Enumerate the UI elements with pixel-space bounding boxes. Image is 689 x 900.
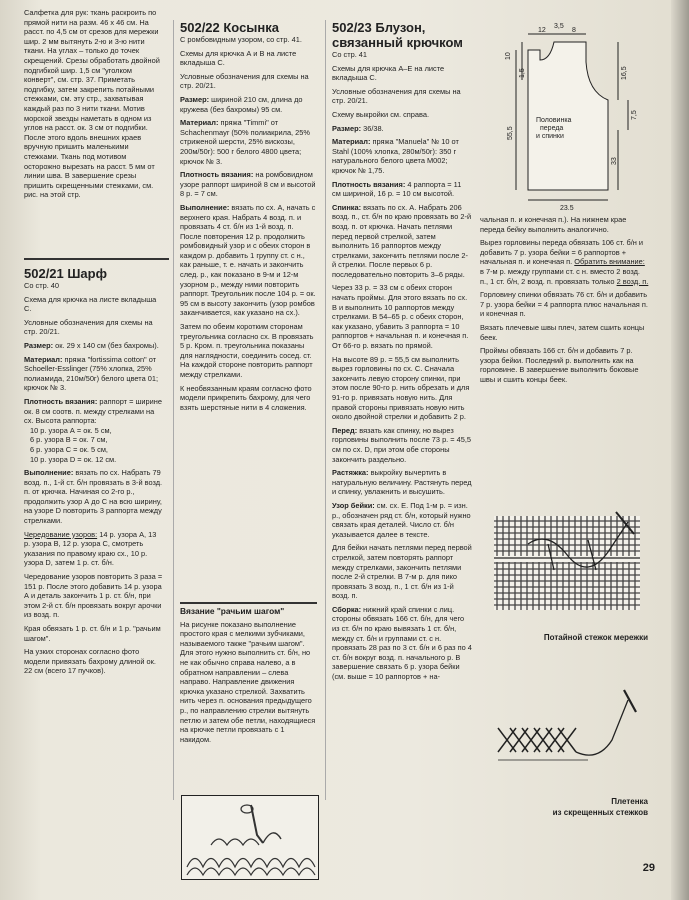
page-number: 29 <box>642 862 655 874</box>
size-label: Размер: <box>24 340 54 350</box>
c4-p2-underlined: 2 возд. п. <box>616 276 649 286</box>
work-text: вязать по сх. Набрать 79 возд. п., 1-й ст. б/н провязать в 3-й возд. п. от крючка. Начиная со 2-го р., продолжить узор А до С на всю ширину, на узоре D повторить 3 раппорта между стрелками. <box>24 468 163 526</box>
dim-neck-depth: 10 <box>505 52 512 60</box>
blind-stitch-figure <box>488 500 648 630</box>
shawl-work-2: Затем по обеим коротким сторонам треугольника согласно сх. В провязать 5 р. Кром. п. треугольника показаны для наглядности, соединить сосед. ст. На каждой стороне повторить раппорт между стрелками. <box>180 322 314 379</box>
crab-stitch-figure <box>181 795 319 880</box>
blouse-back <box>332 203 472 280</box>
back-text: вязать по сх. А. Набрать 206 возд. п., ст. б/н по краю провязать во 2-й возд. п. от крючка. Начать петлями перед первой стрелкой, затем выполнить 16 раппортов между стрелками, закончить петлями после 2-й стрелки. После первых 6 р. последовательно повторить 3–6 ряды. <box>332 202 472 279</box>
dim-total-height: 55,5 <box>507 126 514 140</box>
material-label: Материал: <box>180 118 219 128</box>
blouse-stretch <box>332 468 472 497</box>
work-label: Выполнение: <box>180 202 230 212</box>
diagram-label-2: переда <box>540 125 564 132</box>
height-b: 6 р. узора В = ок. 7 см, <box>30 435 108 445</box>
size-text: ок. 29 x 140 см (без бахромы). <box>55 340 159 350</box>
column-divider <box>173 20 174 800</box>
blouse-trim <box>332 501 472 539</box>
blouse-title: 502/23 Блузон, связанный крючком <box>332 20 463 50</box>
crab-stitch-text: На рисунке показано выполнение простого края с мелкими зубчиками, называемого также "рачьим шагом". Для этого нужно выполнить ст. б/н, но не как обычно справа налево, а в обратном направлении – слева направо. Направление движения крючка указано стрелкой. Захватить нить через п. основания предыдущего р., по направлению стрелки вытянуть петлю и затем обе петли, находящиеся на крючке петли провязать с 1 накидом. <box>180 619 316 744</box>
scarf-title: 502/21 Шарф <box>24 266 107 281</box>
shawl-title: 502/22 Косынка <box>180 20 279 35</box>
scarf-alternation <box>24 530 164 568</box>
alt-label: Чередование узоров: <box>24 529 98 539</box>
size-label: Размер: <box>180 94 210 104</box>
front-text: вязать как спинку, но вырез горловины выполнить после 73 р. = 45,5 см по сх. D, при этом обе стороны закончить раздельно. <box>332 425 472 464</box>
pattern-diagram <box>488 20 648 210</box>
scarf-edge: Края обвязать 1 р. ст. б/н и 1 р. "рачьим шагом". <box>24 624 161 643</box>
height-a: 10 р. узора А = ок. 5 см, <box>30 425 112 435</box>
dim-neck-width: 3,5 <box>554 23 564 30</box>
dim-neck-back: 1,5 <box>519 68 526 78</box>
shawl-size <box>180 95 317 114</box>
cross-stitch-caption-1: Плетенка <box>611 797 648 806</box>
size-label: Размер: <box>332 123 362 133</box>
blouse-size <box>332 124 472 134</box>
blind-stitch-caption: Потайной стежок мережки <box>543 633 648 642</box>
density-text: 4 раппорта = 11 см шириной, 16 р. = 10 см высотой. <box>332 179 462 199</box>
column-divider <box>325 20 326 800</box>
shawl-work <box>180 203 317 318</box>
material-text: пряжа "fortissima cotton" от Schoeller-Esslinger (75% хлопка, 25% полиамида, 210м/50г) белого цвета 01; крючок № 3. <box>24 354 159 393</box>
stretch-label: Растяжка: <box>332 468 369 478</box>
material-label: Материал: <box>24 354 63 364</box>
shawl-density <box>180 170 317 199</box>
cross-stitch-caption-2: из скрещенных стежков <box>552 808 648 817</box>
density-label: Плотность вязания: <box>180 170 254 180</box>
blouse-density <box>332 180 472 199</box>
blouse-scheme: Схемы для крючка А–Е на листе вкладыша С. <box>332 63 445 83</box>
scarf-section <box>24 266 164 680</box>
size-text: 36/38. <box>363 123 384 133</box>
height-d: 10 р. узора D = ок. 12 см. <box>30 454 117 464</box>
density-label: Плотность вязания: <box>332 179 406 189</box>
scarf-size <box>24 341 164 351</box>
c4-p2 <box>480 238 650 286</box>
section-divider <box>180 602 317 604</box>
shawl-scheme: Схемы для крючка А и В на листе вкладыша С. <box>180 48 297 68</box>
row-heights <box>24 426 164 464</box>
blouse-back-2: Через 33 р. = 33 см с обеих сторон начать проймы. Для этого вязать по сх. В и выполнить 10 раппортов между стрелками. В 54–65 р. с обеих сторон, как указано, убавить 3 раппорта = 10 раппортов + начальная п. и конечная п. От 66-го р. вязать по прямой. <box>332 283 469 351</box>
column-2 <box>180 20 317 416</box>
blouse-assembly <box>332 605 472 682</box>
work-label: Выполнение: <box>24 468 74 478</box>
crab-stitch-title: Вязание "рачьим шагом" <box>180 606 285 616</box>
blouse-symbols: Условные обозначения для схемы на стр. 20/21. <box>332 86 461 106</box>
column-1 <box>24 8 164 204</box>
dim-side-upper: 16,5 <box>621 66 628 80</box>
column-3 <box>332 20 472 686</box>
c4-p2a: Вырез горловины переда обвязать 106 ст. б/н и добавить 7 р. узора бейки = 6 раппортов + начальная п. и конечная п. <box>480 238 644 267</box>
dim-shoulder: 8 <box>572 27 576 34</box>
scarf-scheme: Схема для крючка на листе вкладыша С. <box>24 294 157 314</box>
page-spine <box>671 0 689 900</box>
size-text: шириной 210 см, длина до кружева (без бахромы) 95 см. <box>180 94 303 114</box>
shawl-material <box>180 118 317 166</box>
height-c: 6 р. узора С = ок. 5 см, <box>30 444 108 454</box>
c4-p2b: в 7-м р. между группами ст. с н. вместо 2 возд. п., 1 ст. б/н, 2 возд. п. провязать только <box>480 266 640 286</box>
shawl-sub: С ромбовидным узором, со стр. 41. <box>180 35 302 44</box>
blouse-front <box>332 426 472 464</box>
c4-p4: Вязать плечевые швы плеч, затем сшить концы беек. <box>480 322 645 342</box>
scarf-material <box>24 355 164 393</box>
blouse-back-3: На высоте 89 р. = 55,5 см выполнить вырез горловины по сх. С. Сначала закончить левую сторону спинки, при этом после 90-го р. нить обрезать и для 91-го р. привязать новую нить. Для правой стороны привязать новую нить около двойной стрелки и добавить 2 р. <box>332 354 470 422</box>
shawl-work-3: К необвязанным краям согласно фото модели прикрепить бахрому, для чего взять шерстяные нити в 4 сложения. <box>180 383 312 412</box>
density-text: на ромбовидном узоре раппорт шириной 8 см и высотой 8 р. = 7 см. <box>180 170 316 199</box>
front-label: Перед: <box>332 425 358 435</box>
blouse-material <box>332 137 472 175</box>
blouse-pattern-note: Схему выкройки см. справа. <box>332 109 430 119</box>
dim-top-width: 12 <box>538 27 546 34</box>
cross-stitch-figure <box>488 680 648 775</box>
c4-p1: чальная п. и конечная п.). На нижнем крае переда бейку выполнить аналогично. <box>480 215 627 234</box>
shawl-symbols: Условные обозначения для схемы на стр. 20/21. <box>180 71 309 91</box>
dim-side-mid: 7,5 <box>631 110 638 120</box>
c4-attention: Обратить внимание: <box>574 257 645 267</box>
assembly-label: Сборка: <box>332 604 362 614</box>
work-text: вязать по сх. А, начать с верхнего края. Набрать 4 возд. п. и провязать 4 ст. б/н из 1-й возд. п. После повторения 12 р. продолжить ромбовидный узор и с обеих сторон в каждом р. добавить 1 группу ст. с н., как раньше, т. е. начать и закончить след. р., как показано в 9-м и 12-м узорном р., между ними повторить раппорт. Треугольник после 104 р. = ок. 95 см в высоту закончить (узор ромбов заканчивается, как указано на сх.). <box>180 202 316 318</box>
blouse-trim-2: Для бейки начать петлями перед первой стрелкой, затем повторять раппорт между стрелками, закончить петлями после 2-й стрелки. В 7-м р. для пико провязать 3 возд. п., 1 ст. б/н из 1-й возд. п. <box>332 543 472 601</box>
stretch-text: выкройку вычертить в натуральную величину. Растянуть перед и спинку, увлажнить и высушить. <box>332 468 472 497</box>
assembly-text: нижний край спинки с лиц. стороны обвязать 166 ст. б/н, для чего из ст. б/н по краю вывязать 1 ст. б/н, между ст. б/н и группами ст. с н. провязать 28 раз по 3 ст. б/н и 6 раз по 4 ст. б/н вокруг возд. п. начального р. В завершение связать 6 р. узора бейки (см. выше = 10 раппортов + на- <box>332 604 472 682</box>
scarf-density <box>24 397 164 426</box>
scarf-alternation-2: Чередование узоров повторить 3 раза = 151 р. После этого добавить 14 р. узора А и деталь закончить 1 р. ст. б/н, при этом 2-й ст. б/н провязать вокруг арочки из возд. п. <box>24 572 163 620</box>
c4-p3: Горловину спинки обвязать 76 ст. б/н и добавить 7 р. узора бейки = 4 раппорта плюс начальная п. и конечная п. <box>480 290 648 319</box>
crab-stitch-section <box>180 602 317 748</box>
section-divider <box>24 258 169 260</box>
column-4 <box>480 215 650 389</box>
blouse-ref: Со стр. 41 <box>332 50 368 59</box>
napkin-instructions: Салфетка для рук: ткань раскроить по прямой нити на разм. 46 x 46 см. На расст. по 4,5 см от срезов для мережки шир. 2 мм вытянуть 2-ю и 3-ю нити ткани. На углах – только до точек скрещений. Срезы обработать двойной подгибкой шир. 1,5 см "уголком конверт", см. стр. 37. Приметать подгибку, затем закрепить потайными стежками, см. эту стр., захватывая каждый раз по 3 нити ткани. Мотив морской звезды наметать в одном из углов на расст. ок. 3 см от подгибки. После этого вдоль внешних краев вручную пришить маленькими стежками. Ткань под мотивом осторожно вырезать на расст. 5 мм от линии шва. В завершение срезы пришить скрещенными стежками, см. рис. на этой стр. <box>24 8 160 200</box>
material-label: Материал: <box>332 137 371 147</box>
dim-bottom: 23,5 <box>560 205 574 210</box>
diagram-label-3: и спинки <box>536 133 564 140</box>
back-label: Спинка: <box>332 202 362 212</box>
alt-text: 14 р. узора А, 13 р. узора В, 12 р. узора С, смотреть указания по правому краю сх., 10 р. узора D, затем 1 р. ст. б/н. <box>24 529 157 568</box>
scarf-symbols: Условные обозначения для схемы на стр. 20/21. <box>24 317 153 337</box>
density-text: раппорт = ширине ок. 8 см соотв. п. между стрелками на сх. Высота раппорта: <box>24 396 162 426</box>
trim-label: Узор бейки: <box>332 500 375 510</box>
scarf-ref: Со стр. 40 <box>24 281 60 290</box>
scarf-work <box>24 468 164 526</box>
scarf-fringe: На узких сторонах согласно фото модели привязать бахрому длиной ок. 22 см (всего 17 пучков). <box>24 647 156 676</box>
dim-side-lower: 33 <box>611 157 618 165</box>
density-label: Плотность вязания: <box>24 396 98 406</box>
trim-text: см. сх. Е. Под 1-м р. = изн. р., обозначен ряд ст. б/н, который нужно связать края деталей. Число ст. б/н указывается далее в тексте. <box>332 500 471 539</box>
material-text: пряжа "Manuela" № 10 от Stahl (100% хлопка, 280м/50г): 350 г натурального белого цвета М002; крючок № 1,75. <box>332 137 459 175</box>
material-text: пряжа "Timmi" от Schachenmayr (50% полиакрила, 25% стриженой шерсти, 25% вискозы, 200м/50г): 500 г белого 4800 цвета; крючок № 3. <box>180 118 310 166</box>
c4-p5: Проймы обвязать 166 ст. б/н и добавить 7 р. узора бейки. Последний р. выполнить как на горловине. В завершение выполнить боковые швы и сшить концы беек. <box>480 346 639 384</box>
diagram-label-1: Половинка <box>536 117 572 124</box>
